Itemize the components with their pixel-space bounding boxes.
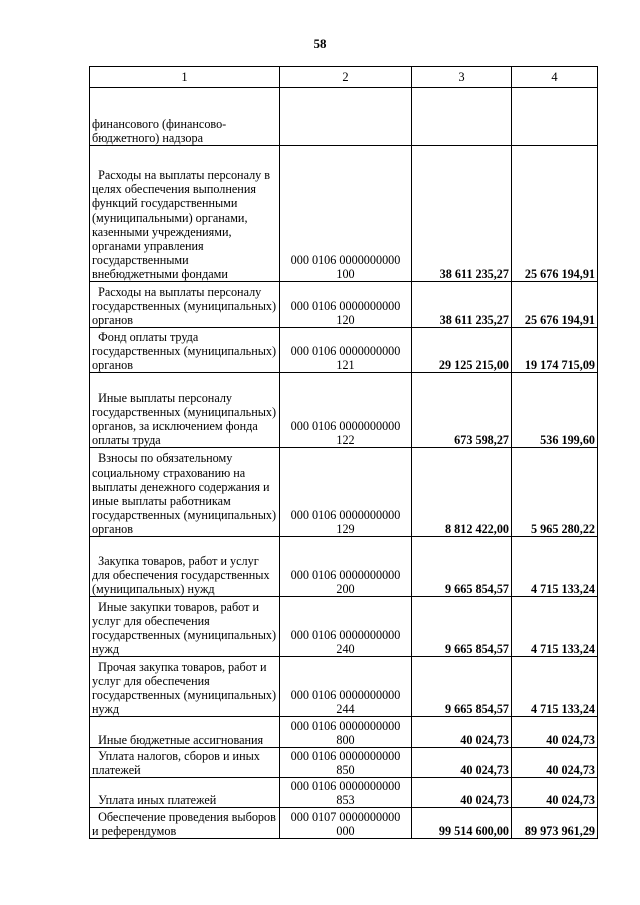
column-header-3: 3 [412,67,512,88]
code-prefix: 000 0106 0000000000 [290,627,401,642]
code-suffix: 853 [336,792,355,807]
row-value-3: 673 598,27 [412,373,512,448]
code-prefix: 000 0106 0000000000 [290,748,401,763]
row-name: Расходы на выплаты персоналу государственных (муниципальных) органов [90,282,280,328]
table-row [90,778,598,808]
row-value-3: 38 611 235,27 [412,146,512,282]
row-name: Расходы на выплаты персоналу в целях обеспечения выполнения функций государственными (муниципальными) органами, казенными учреждениями, органами управления государственными внебюджетными фондами [90,146,280,282]
table-row [90,328,598,373]
code-suffix: 800 [336,732,355,747]
table-row [90,448,598,537]
row-name: Прочая закупка товаров, работ и услуг для обеспечения государственных (муниципальных) нужд [90,657,280,717]
code-suffix: 240 [336,641,355,656]
row-name: Иные бюджетные ассигнования [90,717,280,748]
code-suffix: 850 [336,762,355,777]
table-row [90,88,598,146]
code-suffix: 100 [336,266,355,281]
code-prefix: 000 0106 0000000000 [290,778,401,793]
row-name: Закупка товаров, работ и услуг для обеспечения государственных (муниципальных) нужд [90,537,280,597]
code-suffix: 129 [336,521,355,536]
row-value-3: 40 024,73 [412,717,512,748]
code-prefix: 000 0107 0000000000 [290,809,401,824]
table-row [90,717,598,748]
table-row [90,748,598,778]
row-value-3: 40 024,73 [412,748,512,778]
row-value-4: 5 965 280,22 [512,448,598,537]
row-value-3: 8 812 422,00 [412,448,512,537]
row-value-3: 9 665 854,57 [412,537,512,597]
code-prefix: 000 0106 0000000000 [290,507,401,522]
row-code [280,88,412,146]
row-name: Обеспечение проведения выборов и референдумов [90,808,280,839]
row-value-3 [412,88,512,146]
row-code [280,657,412,717]
row-value-4: 89 973 961,29 [512,808,598,839]
row-value-4: 4 715 133,24 [512,537,598,597]
budget-table [89,66,598,839]
page-number: 58 [313,36,327,51]
row-code [280,597,412,657]
code-suffix: 244 [336,701,355,716]
row-value-4: 4 715 133,24 [512,657,598,717]
row-name: Фонд оплаты труда государственных (муниципальных) органов [90,328,280,373]
table-row [90,282,598,328]
row-code [280,808,412,839]
code-suffix: 121 [336,357,355,372]
code-suffix: 200 [336,581,355,596]
table-row [90,146,598,282]
row-name: Уплата иных платежей [90,778,280,808]
column-header-2: 2 [280,67,412,88]
row-name: Иные закупки товаров, работ и услуг для обеспечения государственных (муниципальных) нужд [90,597,280,657]
row-value-4: 40 024,73 [512,778,598,808]
code-prefix: 000 0106 0000000000 [290,343,401,358]
row-value-3: 9 665 854,57 [412,657,512,717]
row-value-4: 536 199,60 [512,373,598,448]
row-value-4: 25 676 194,91 [512,146,598,282]
code-prefix: 000 0106 0000000000 [290,298,401,313]
row-value-4: 40 024,73 [512,717,598,748]
code-prefix: 000 0106 0000000000 [290,567,401,582]
row-name: Уплата налогов, сборов и иных платежей [90,748,280,778]
row-code [280,282,412,328]
row-value-3: 40 024,73 [412,778,512,808]
row-code [280,778,412,808]
table-row [90,373,598,448]
row-code [280,328,412,373]
row-code [280,448,412,537]
row-value-4: 19 174 715,09 [512,328,598,373]
row-value-4: 40 024,73 [512,748,598,778]
row-value-3: 99 514 600,00 [412,808,512,839]
code-suffix: 000 [336,823,355,838]
row-code [280,717,412,748]
code-suffix: 120 [336,312,355,327]
table-row [90,597,598,657]
column-header-1: 1 [90,67,280,88]
column-header-4: 4 [512,67,598,88]
row-value-4: 25 676 194,91 [512,282,598,328]
row-value-3: 38 611 235,27 [412,282,512,328]
row-name: Взносы по обязательному социальному страхованию на выплаты денежного содержания и иные выплаты работникам государственных (муниципальных) органов [90,448,280,537]
row-name: финансового (финансово-бюджетного) надзора [90,88,280,146]
row-value-4: 4 715 133,24 [512,597,598,657]
row-value-4 [512,88,598,146]
table-row [90,537,598,597]
row-code [280,373,412,448]
row-value-3: 9 665 854,57 [412,597,512,657]
code-suffix: 122 [336,432,355,447]
row-name: Иные выплаты персоналу государственных (муниципальных) органов, за исключением фонда оплаты труда [90,373,280,448]
row-value-3: 29 125 215,00 [412,328,512,373]
table-row [90,657,598,717]
code-prefix: 000 0106 0000000000 [290,252,401,267]
code-prefix: 000 0106 0000000000 [290,718,401,733]
table-row [90,808,598,839]
header-row [90,67,598,88]
row-code [280,146,412,282]
row-code [280,748,412,778]
code-prefix: 000 0106 0000000000 [290,418,401,433]
code-prefix: 000 0106 0000000000 [290,687,401,702]
row-code [280,537,412,597]
